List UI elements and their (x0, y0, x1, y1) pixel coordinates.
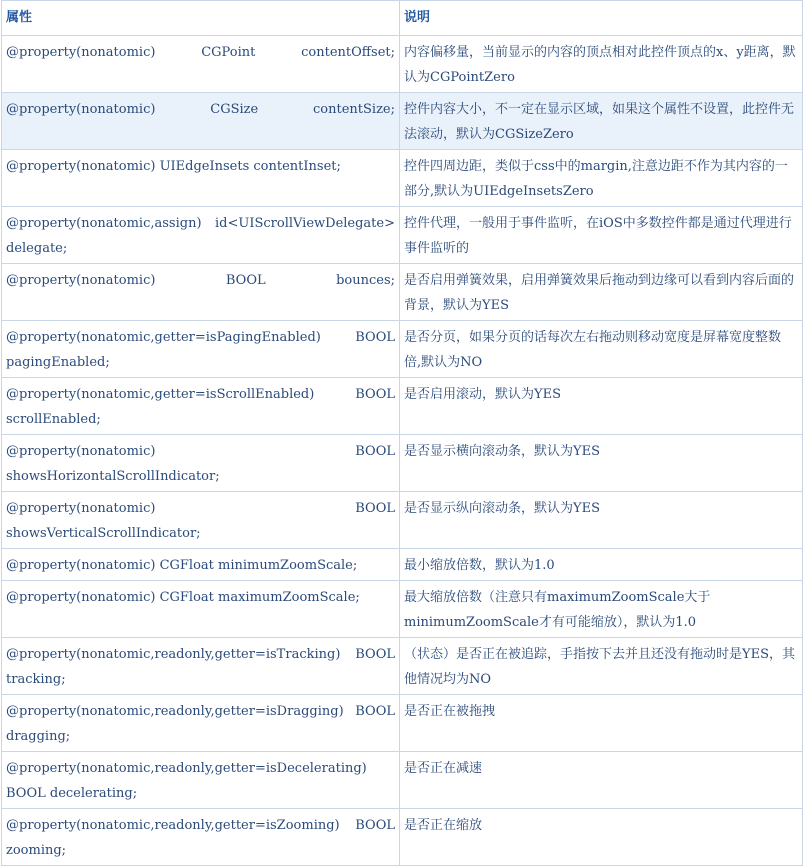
header-property: 属性 (2, 1, 400, 36)
description-cell: 是否分页，如果分页的话每次左右拖动则移动宽度是屏幕宽度整数倍,默认为NO (400, 321, 803, 378)
description-cell: 是否正在缩放 (400, 809, 803, 866)
description-cell: 是否正在减速 (400, 752, 803, 809)
table-row (2, 695, 803, 752)
table-row (2, 638, 803, 695)
property-cell: @property(nonatomic) CGFloat minimumZoomScale; (2, 549, 400, 581)
table-row (2, 435, 803, 492)
property-cell: @property(nonatomic) CGSize contentSize; (2, 93, 400, 150)
property-cell: @property(nonatomic) CGFloat maximumZoomScale; (2, 581, 400, 638)
property-cell: @property(nonatomic) CGPoint contentOffset; (2, 36, 400, 93)
table-row (2, 321, 803, 378)
table-row (2, 581, 803, 638)
table-row (2, 36, 803, 93)
property-cell: @property(nonatomic,getter=isPagingEnabled) BOOL pagingEnabled; (2, 321, 400, 378)
property-cell: @property(nonatomic,readonly,getter=isDecelerating) BOOL decelerating; (2, 752, 400, 809)
property-cell: @property(nonatomic,assign) id<UIScrollViewDelegate> delegate; (2, 207, 400, 264)
table-row (2, 150, 803, 207)
description-cell: 是否正在被拖拽 (400, 695, 803, 752)
table-row (2, 492, 803, 549)
description-cell: 最小缩放倍数，默认为1.0 (400, 549, 803, 581)
property-cell: @property(nonatomic) BOOL showsHorizontalScrollIndicator; (2, 435, 400, 492)
description-cell: 是否启用弹簧效果，启用弹簧效果后拖动到边缘可以看到内容后面的背景，默认为YES (400, 264, 803, 321)
property-cell: @property(nonatomic) UIEdgeInsets contentInset; (2, 150, 400, 207)
description-cell: 控件代理，一般用于事件监听，在iOS中多数控件都是通过代理进行事件监听的 (400, 207, 803, 264)
property-cell: @property(nonatomic,readonly,getter=isTracking) BOOL tracking; (2, 638, 400, 695)
header-description: 说明 (400, 1, 803, 36)
description-cell: （状态）是否正在被追踪，手指按下去并且还没有拖动时是YES，其他情况均为NO (400, 638, 803, 695)
description-cell: 是否显示纵向滚动条，默认为YES (400, 492, 803, 549)
property-cell: @property(nonatomic,readonly,getter=isDragging) BOOL dragging; (2, 695, 400, 752)
property-table (1, 0, 803, 866)
property-cell: @property(nonatomic) BOOL bounces; (2, 264, 400, 321)
description-cell: 最大缩放倍数（注意只有maximumZoomScale大于minimumZoomScale才有可能缩放），默认为1.0 (400, 581, 803, 638)
property-cell: @property(nonatomic,readonly,getter=isZooming) BOOL zooming; (2, 809, 400, 866)
description-cell: 是否启用滚动，默认为YES (400, 378, 803, 435)
description-cell: 是否显示横向滚动条，默认为YES (400, 435, 803, 492)
table-row (2, 93, 803, 150)
table-row (2, 549, 803, 581)
table-row (2, 809, 803, 866)
description-cell: 内容偏移量，当前显示的内容的顶点相对此控件顶点的x、y距离，默认为CGPointZero (400, 36, 803, 93)
table-row (2, 207, 803, 264)
description-cell: 控件四周边距，类似于css中的margin,注意边距不作为其内容的一部分,默认为UIEdgeInsetsZero (400, 150, 803, 207)
table-row (2, 752, 803, 809)
table-header-row (2, 1, 803, 36)
description-cell: 控件内容大小，不一定在显示区域，如果这个属性不设置，此控件无法滚动，默认为CGSizeZero (400, 93, 803, 150)
table-row (2, 264, 803, 321)
property-cell: @property(nonatomic) BOOL showsVerticalScrollIndicator; (2, 492, 400, 549)
table-row (2, 378, 803, 435)
property-cell: @property(nonatomic,getter=isScrollEnabled) BOOL scrollEnabled; (2, 378, 400, 435)
